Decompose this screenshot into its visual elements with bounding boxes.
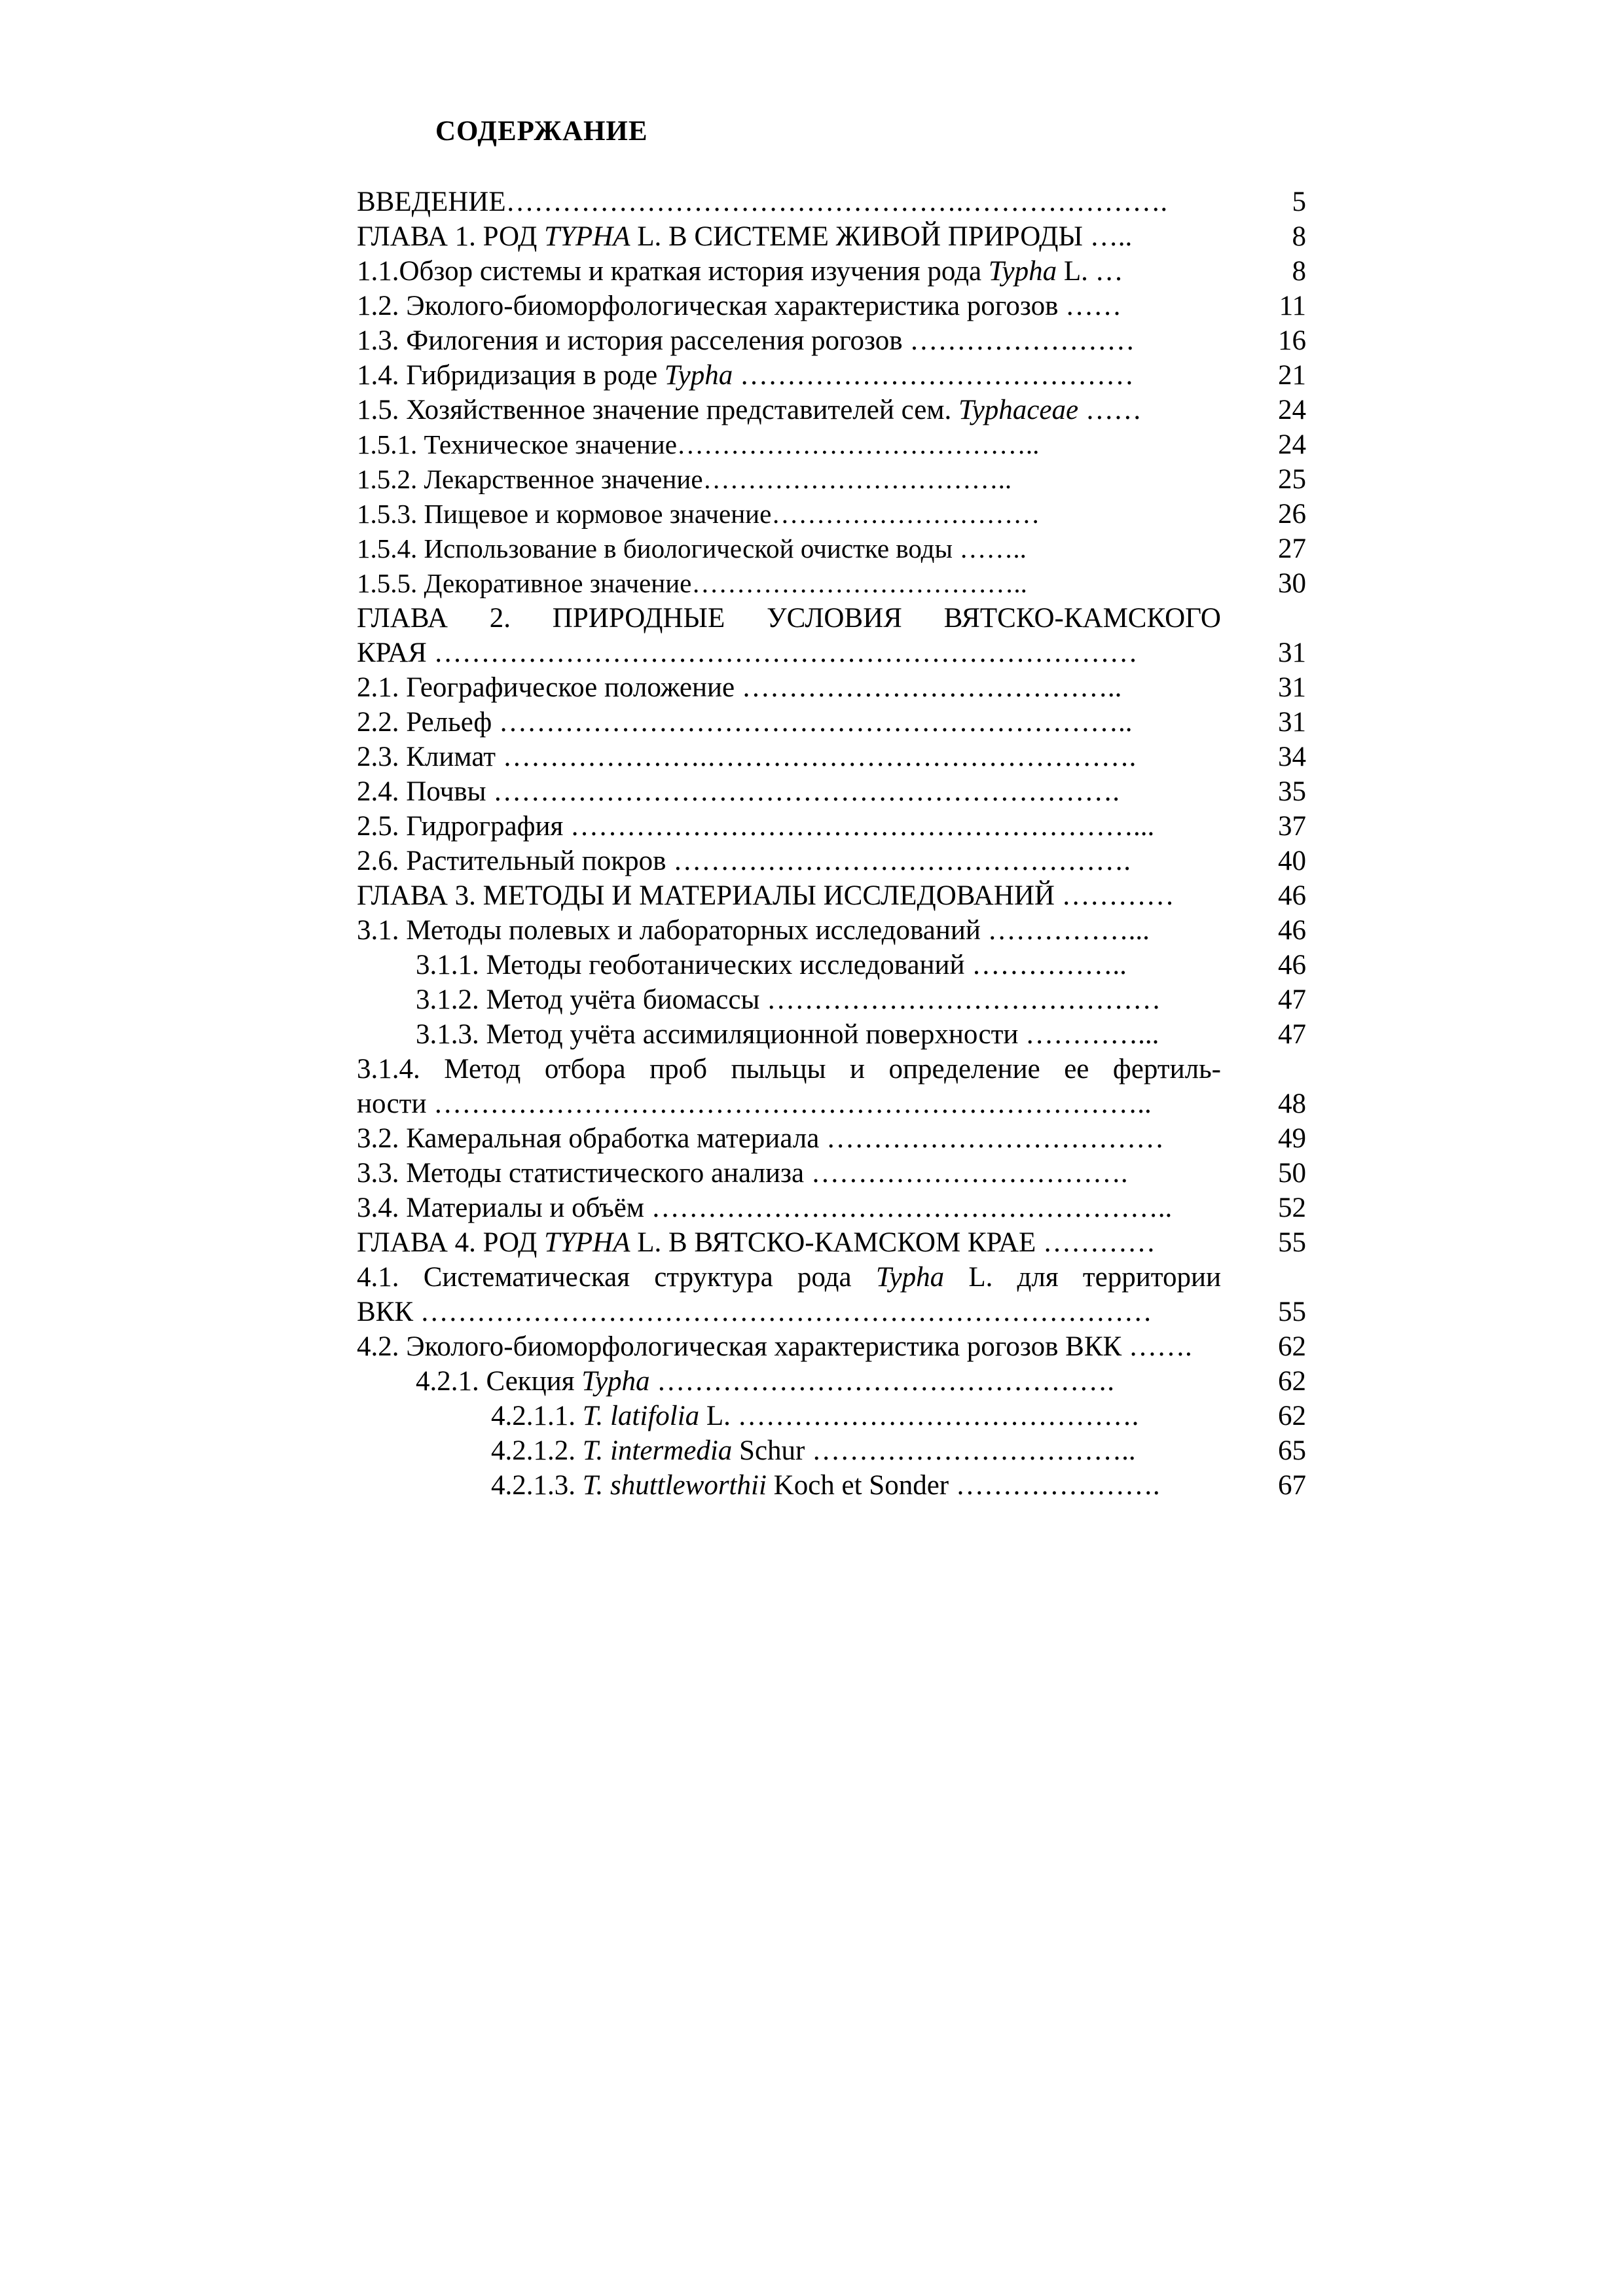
toc-entry xyxy=(357,1017,1306,1052)
toc-entry-title xyxy=(491,1433,1136,1468)
toc-entry-text: ГЛАВА 1. РОД xyxy=(357,221,545,252)
toc-entry-title xyxy=(416,1364,1114,1399)
toc-entry-italic-text: Typha xyxy=(664,360,733,391)
toc-entry-title xyxy=(357,1225,1156,1260)
toc-page-number: 47 xyxy=(1278,984,1306,1015)
toc-page-number: 37 xyxy=(1278,811,1306,842)
toc-entry xyxy=(357,1433,1306,1468)
toc-page-number: 21 xyxy=(1278,360,1306,391)
toc-entry-title xyxy=(357,878,1175,913)
toc-entry-title xyxy=(491,1399,1139,1433)
toc-entry-title xyxy=(357,1260,1221,1295)
toc-entry-title xyxy=(357,705,1132,740)
toc-entry-text: 4.1. Систематическая структура рода xyxy=(357,1262,876,1293)
toc-entry xyxy=(357,1086,1306,1121)
toc-page-number: 46 xyxy=(1278,950,1306,980)
toc-entry-text: L. для территории xyxy=(944,1262,1221,1293)
toc-page-number: 55 xyxy=(1278,1227,1306,1258)
toc-page-number: 34 xyxy=(1278,742,1306,772)
toc-entry-title xyxy=(357,913,1150,948)
toc-page-number: 50 xyxy=(1278,1158,1306,1189)
toc-page-number: 8 xyxy=(1292,256,1306,287)
page-title: СОДЕРЖАНИЕ xyxy=(435,116,648,147)
toc-entry-title xyxy=(357,289,1122,323)
toc-entry-text: 2.6. Растительный покров …………………………………………. xyxy=(357,846,1131,876)
toc-page-number: 31 xyxy=(1278,707,1306,738)
toc-entry xyxy=(357,1364,1306,1399)
toc-entry-title xyxy=(416,1017,1159,1052)
toc-entry-title xyxy=(357,566,1027,601)
toc-page-number: 31 xyxy=(1278,637,1306,668)
toc-page-number: 62 xyxy=(1278,1331,1306,1362)
toc-entry-text: 4.2.1. Секция xyxy=(416,1366,582,1397)
toc-entry xyxy=(357,531,1306,566)
toc-entry-text: Koch et Sonder …………………. xyxy=(766,1470,1160,1501)
toc-page-number: 49 xyxy=(1278,1123,1306,1154)
toc-entry-title xyxy=(357,323,1135,358)
toc-page-number: 47 xyxy=(1278,1019,1306,1050)
toc-entry-text: 1.5.3. Пищевое и кормовое значение………………………… xyxy=(357,499,1040,529)
toc-entry-text: 1.2. Эколого-биоморфологическая характеристика рогозов …… xyxy=(357,291,1122,321)
toc-entry-title xyxy=(357,1191,1172,1225)
toc-page-number: 16 xyxy=(1278,325,1306,356)
toc-page-number: 25 xyxy=(1278,464,1306,495)
toc-entry-title xyxy=(416,948,1127,982)
toc-entry xyxy=(357,462,1306,497)
toc-entry-text: 1.3. Филогения и история расселения рогозов …………………… xyxy=(357,325,1135,356)
toc-entry-italic-text: T. intermedia xyxy=(582,1435,733,1466)
toc-entry-text: 2.1. Географическое положение ………………………………….. xyxy=(357,672,1122,703)
toc-entry-text: Schur …………………………….. xyxy=(732,1435,1136,1466)
toc-entry-title xyxy=(357,254,1123,289)
toc-entry-title xyxy=(357,1086,1152,1121)
toc-entry-title xyxy=(357,427,1039,462)
toc-page-number: 31 xyxy=(1278,672,1306,703)
toc-entry-italic-text: T. latifolia xyxy=(582,1401,700,1431)
toc-entry xyxy=(357,1260,1306,1295)
toc-entry-text: L. В ВЯТСКО-КАМСКОМ КРАЕ ………… xyxy=(630,1227,1156,1258)
toc-entry-text: …… xyxy=(1078,395,1142,425)
toc-entry-italic-text: TYPHA xyxy=(544,1227,630,1258)
toc-page-number: 30 xyxy=(1278,568,1306,599)
toc-entry xyxy=(357,705,1306,740)
toc-entry xyxy=(357,427,1306,462)
toc-page-number: 11 xyxy=(1279,291,1306,321)
toc-entry-text: 3.4. Материалы и объём ……………………………………………….. xyxy=(357,1193,1173,1223)
toc-page-number: 8 xyxy=(1292,221,1306,252)
toc-page-number: 62 xyxy=(1278,1366,1306,1397)
toc-entry-text: 2.2. Рельеф ………………………………………………………….. xyxy=(357,707,1133,738)
toc-entry xyxy=(357,323,1306,358)
toc-entry-text: ности ………………………………………………………………….. xyxy=(357,1088,1152,1119)
toc-entry-title xyxy=(357,531,1027,566)
toc-entry-title xyxy=(357,1156,1128,1191)
toc-entry-title xyxy=(357,358,1134,393)
toc-entry-text: …………………………………… xyxy=(733,360,1134,391)
toc-entry xyxy=(357,774,1306,809)
toc-entry-italic-text: TYPHA xyxy=(544,221,630,252)
toc-page-number: 48 xyxy=(1278,1088,1306,1119)
toc-entry-text: 3.1.4. Метод отбора проб пыльцы и определение ее фертиль- xyxy=(357,1054,1221,1085)
toc-entry-title xyxy=(357,1121,1164,1156)
toc-entry xyxy=(357,1468,1306,1503)
toc-page-number: 26 xyxy=(1278,499,1306,529)
toc-entry-text: 3.1.1. Методы геоботанических исследований …………….. xyxy=(416,950,1127,980)
toc-entry-title xyxy=(357,185,1167,219)
toc-page-number: 52 xyxy=(1278,1193,1306,1223)
toc-entry xyxy=(357,636,1306,670)
toc-entry-text: 1.5.5. Декоративное значение……………………………….. xyxy=(357,568,1027,598)
toc-entry-title xyxy=(357,740,1136,774)
toc-entry-title xyxy=(357,393,1142,427)
toc-entry-text: 3.2. Камеральная обработка материала ……………………………… xyxy=(357,1123,1165,1154)
toc-page-number: 5 xyxy=(1292,187,1306,217)
toc-entry-title xyxy=(357,809,1154,844)
toc-entry-text: 2.3. Климат ………………….………………………………………. xyxy=(357,742,1137,772)
toc-entry xyxy=(357,254,1306,289)
toc-entry xyxy=(357,1052,1306,1086)
toc-entry xyxy=(357,844,1306,878)
toc-entry-text: 1.5.1. Техническое значение………………………………….. xyxy=(357,429,1040,459)
toc-entry-text: ГЛАВА 3. МЕТОДЫ И МАТЕРИАЛЫ ИССЛЕДОВАНИЙ ………… xyxy=(357,880,1175,911)
toc-page-number: 35 xyxy=(1278,776,1306,807)
toc-entry xyxy=(357,1329,1306,1364)
table-of-contents xyxy=(357,185,1306,1503)
toc-entry-italic-text: Typha xyxy=(875,1262,945,1293)
toc-entry xyxy=(357,982,1306,1017)
toc-page-number: 24 xyxy=(1278,429,1306,460)
toc-entry-title xyxy=(357,601,1221,636)
toc-entry xyxy=(357,358,1306,393)
toc-entry xyxy=(357,219,1306,254)
toc-entry-text: ВКК …………………………………………………………………… xyxy=(357,1297,1152,1327)
toc-entry xyxy=(357,740,1306,774)
toc-entry-italic-text: Typha xyxy=(581,1366,650,1397)
toc-page-number: 46 xyxy=(1278,880,1306,911)
toc-entry-text: L. … xyxy=(1057,256,1123,287)
toc-entry-italic-text: Typha xyxy=(988,256,1057,287)
toc-entry-text: 1.5. Хозяйственное значение представителей сем. xyxy=(357,395,958,425)
toc-entry-italic-text: Typhaceae xyxy=(958,395,1079,425)
toc-entry-text: 2.4. Почвы …………………………………………………………. xyxy=(357,776,1120,807)
toc-page-number: 46 xyxy=(1278,915,1306,946)
toc-entry-italic-text: T. shuttleworthii xyxy=(582,1470,767,1501)
toc-page-number: 40 xyxy=(1278,846,1306,876)
toc-entry-title xyxy=(357,1295,1152,1329)
toc-entry-text: 1.5.2. Лекарственное значение…………………………….. xyxy=(357,464,1012,494)
toc-entry-text: ГЛАВА 4. РОД xyxy=(357,1227,545,1258)
toc-page-number: 55 xyxy=(1278,1297,1306,1327)
toc-entry-title xyxy=(357,844,1131,878)
toc-page-number: 67 xyxy=(1278,1470,1306,1501)
toc-entry-text: 1.5.4. Использование в биологической очистке воды …….. xyxy=(357,533,1027,564)
toc-entry-text: …………………………………………. xyxy=(649,1366,1115,1397)
toc-entry-title xyxy=(357,1329,1192,1364)
toc-entry-text: 1.1.Обзор системы и краткая история изучения рода xyxy=(357,256,989,287)
toc-entry-text: ВВЕДЕНИЕ………………………………………….…………………. xyxy=(357,187,1168,217)
toc-entry-text: 4.2.1.2. xyxy=(491,1435,583,1466)
toc-page-number: 24 xyxy=(1278,395,1306,425)
toc-entry-text: 2.5. Гидрография ……………………………………………………... xyxy=(357,811,1155,842)
toc-entry xyxy=(357,393,1306,427)
toc-entry xyxy=(357,1295,1306,1329)
toc-entry xyxy=(357,878,1306,913)
toc-entry xyxy=(357,497,1306,531)
toc-entry-text: ГЛАВА 2. ПРИРОДНЫЕ УСЛОВИЯ ВЯТСКО-КАМСКОГО xyxy=(357,603,1221,634)
toc-entry-text: 3.3. Методы статистического анализа ……………………………. xyxy=(357,1158,1128,1189)
toc-entry-title xyxy=(357,774,1120,809)
toc-entry-text: 3.1.3. Метод учёта ассимиляционной поверхности …………... xyxy=(416,1019,1159,1050)
toc-entry-title xyxy=(357,462,1012,497)
toc-entry xyxy=(357,913,1306,948)
toc-entry xyxy=(357,670,1306,705)
toc-entry xyxy=(357,1156,1306,1191)
toc-entry-text: 3.1. Методы полевых и лабораторных исследований ……………... xyxy=(357,915,1150,946)
toc-entry xyxy=(357,289,1306,323)
toc-entry xyxy=(357,1225,1306,1260)
toc-entry xyxy=(357,948,1306,982)
toc-entry xyxy=(357,601,1306,636)
toc-entry-text: 3.1.2. Метод учёта биомассы …………………………………… xyxy=(416,984,1161,1015)
toc-entry-text: КРАЯ ………………………………………………………………… xyxy=(357,637,1138,668)
toc-page-number: 65 xyxy=(1278,1435,1306,1466)
toc-page-number: 62 xyxy=(1278,1401,1306,1431)
toc-entry-title xyxy=(491,1468,1160,1503)
toc-entry-title xyxy=(357,1052,1221,1086)
toc-entry-text: 4.2.1.3. xyxy=(491,1470,583,1501)
toc-entry-text: L. В СИСТЕМЕ ЖИВОЙ ПРИРОДЫ ….. xyxy=(630,221,1133,252)
toc-entry xyxy=(357,809,1306,844)
toc-entry-title xyxy=(357,670,1122,705)
toc-entry xyxy=(357,185,1306,219)
toc-entry-text: L. ……………………………………. xyxy=(699,1401,1139,1431)
toc-entry-title xyxy=(357,636,1138,670)
toc-entry-text: 4.2.1.1. xyxy=(491,1401,583,1431)
toc-entry-title xyxy=(416,982,1161,1017)
toc-entry-text: 1.4. Гибридизация в роде xyxy=(357,360,665,391)
toc-entry-text: 4.2. Эколого-биоморфологическая характеристика рогозов ВКК ……. xyxy=(357,1331,1192,1362)
toc-entry-title xyxy=(357,497,1040,531)
toc-entry xyxy=(357,1399,1306,1433)
toc-entry xyxy=(357,1121,1306,1156)
toc-entry xyxy=(357,566,1306,601)
toc-entry xyxy=(357,1191,1306,1225)
toc-page-number: 27 xyxy=(1278,533,1306,564)
toc-entry-title xyxy=(357,219,1132,254)
